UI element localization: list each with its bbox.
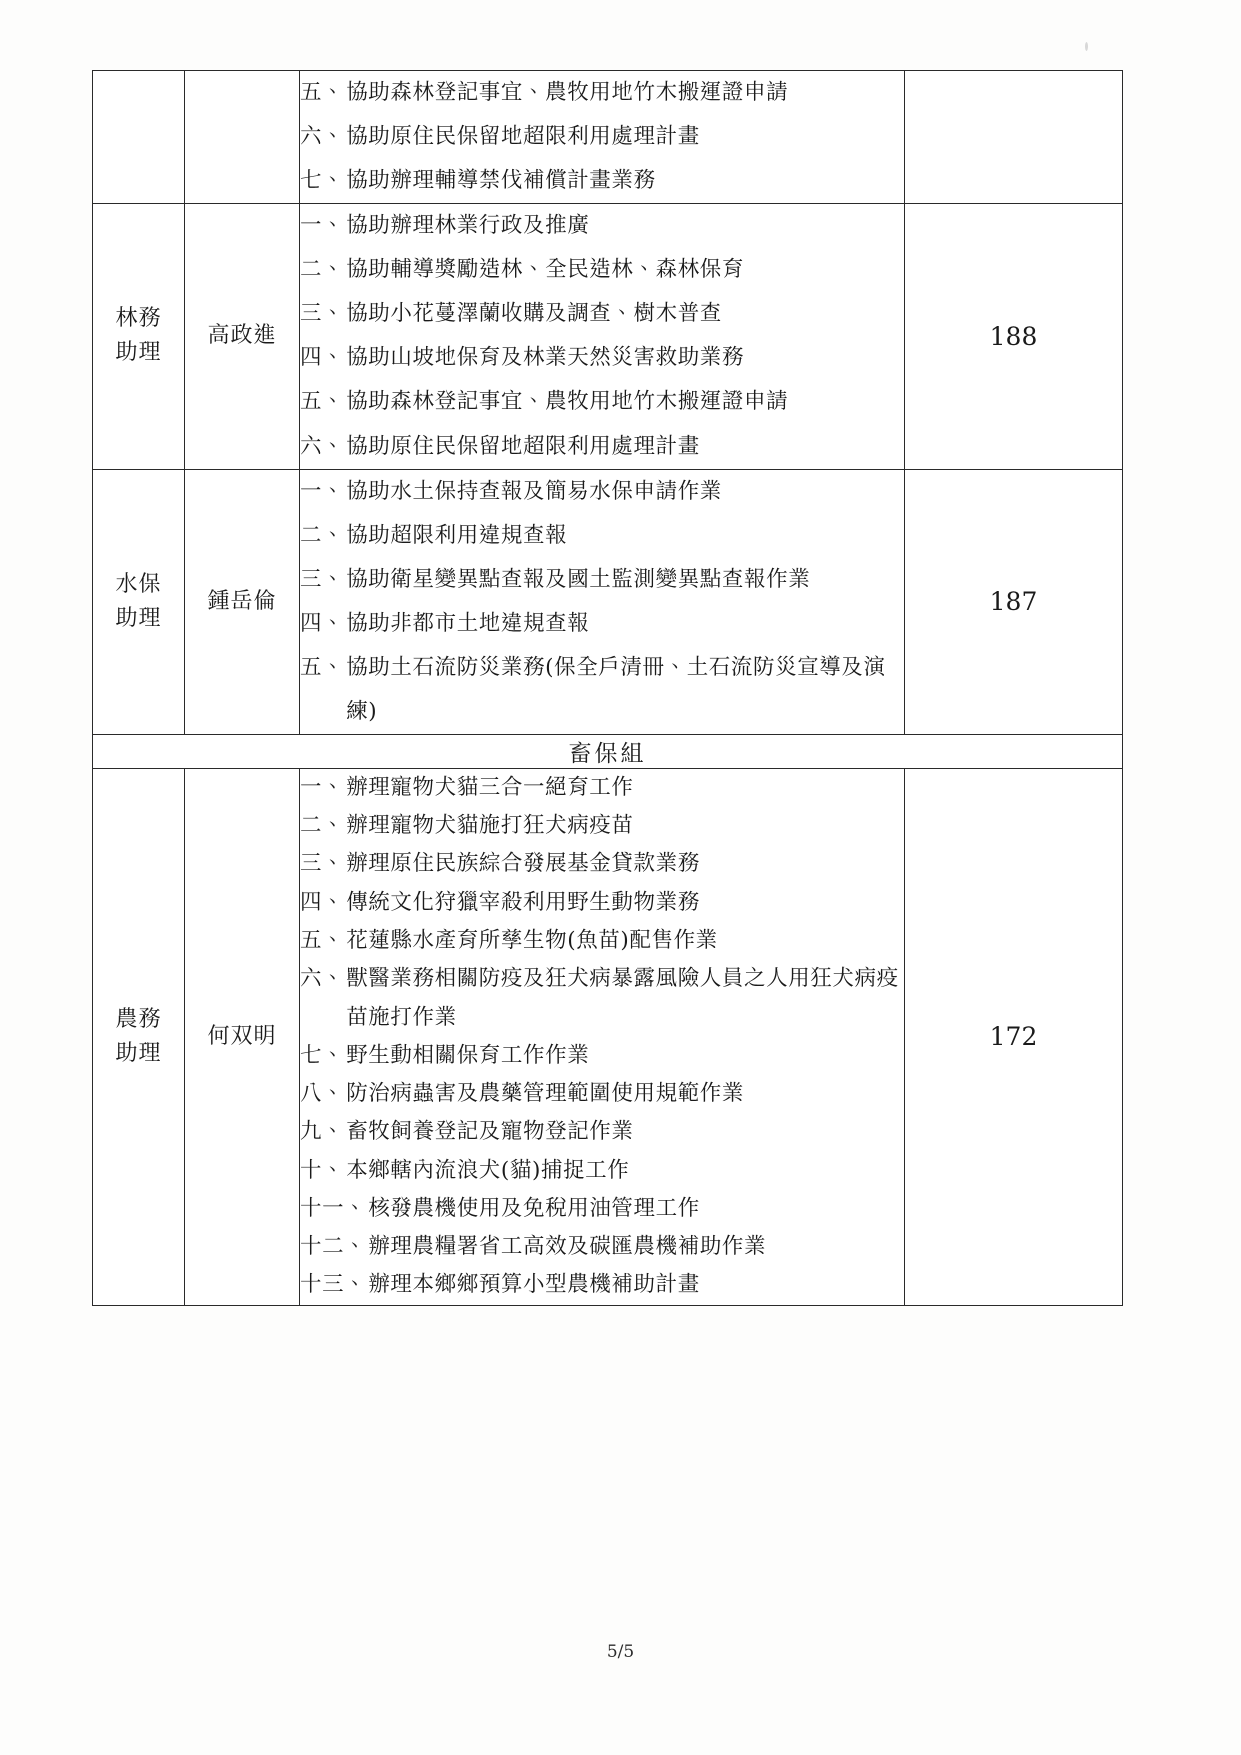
list-text: 協助辦理輔導禁伐補償計畫業務 xyxy=(346,168,656,194)
list-item xyxy=(300,1113,904,1151)
list-text: 野生動相關保育工作作業 xyxy=(346,1042,590,1068)
list-text: 協助土石流防災業務(保全戶清冊、土石流防災宣導及演練) xyxy=(346,654,886,724)
list-marker: 九、 xyxy=(300,1119,345,1145)
role-line-1: 林務 xyxy=(115,306,162,332)
list-marker: 六、 xyxy=(300,433,345,459)
list-text: 辦理農糧署省工高效及碳匯農機補助作業 xyxy=(368,1234,767,1260)
list-item xyxy=(300,204,904,248)
list-text: 傳統文化狩獵宰殺利用野生動物業務 xyxy=(346,889,700,915)
list-marker: 五、 xyxy=(300,928,345,953)
list-marker: 五、 xyxy=(300,80,345,105)
list-item xyxy=(300,807,904,845)
list-item xyxy=(300,602,904,646)
list-text: 協助森林登記事宜、農牧用地竹木搬運證申請 xyxy=(346,389,789,415)
list-marker: 一、 xyxy=(300,774,345,800)
list-text: 協助非都市土地違規查報 xyxy=(346,610,590,636)
list-item xyxy=(300,769,904,807)
list-item xyxy=(300,425,904,469)
list-text: 畜牧飼養登記及寵物登記作業 xyxy=(346,1119,634,1145)
role-cell xyxy=(93,768,185,1305)
role-line-2: 助理 xyxy=(115,340,162,366)
list-item xyxy=(300,71,904,115)
list-text: 協助輔導獎勵造林、全民造林、森林保育 xyxy=(346,257,745,283)
list-marker: 五、 xyxy=(300,654,345,680)
list-marker: 一、 xyxy=(300,213,345,239)
list-item xyxy=(300,380,904,424)
hours-cell xyxy=(905,71,1123,204)
list-text: 協助水土保持查報及簡易水保申請作業 xyxy=(346,478,722,504)
name-cell: 高政進 xyxy=(185,204,300,469)
role-cell xyxy=(93,469,185,734)
list-marker: 三、 xyxy=(300,301,345,327)
tasks-cell xyxy=(300,768,905,1305)
list-item xyxy=(300,1190,904,1228)
list-marker: 七、 xyxy=(300,1042,345,1068)
list-text: 辦理寵物犬貓三合一絕育工作 xyxy=(346,774,634,800)
name-cell: 鍾岳倫 xyxy=(185,469,300,734)
hours-cell: 188 xyxy=(905,204,1123,469)
list-item xyxy=(300,248,904,292)
list-item xyxy=(300,1037,904,1075)
list-item xyxy=(300,292,904,336)
work-duties-table-wrapper xyxy=(92,70,1122,1306)
list-marker: 六、 xyxy=(300,124,345,150)
role-line-1: 水保 xyxy=(115,571,162,597)
list-marker: 三、 xyxy=(300,566,345,592)
hours-cell: 172 xyxy=(905,768,1123,1305)
list-item xyxy=(300,884,904,922)
list-item xyxy=(300,336,904,380)
table-row xyxy=(93,71,1123,204)
list-item xyxy=(300,646,904,734)
list-item xyxy=(300,115,904,159)
list-item xyxy=(300,1266,904,1304)
list-marker: 五、 xyxy=(300,389,345,415)
table-row xyxy=(93,469,1123,734)
hours-cell: 187 xyxy=(905,469,1123,734)
list-text: 本鄉轄內流浪犬(貓)捕捉工作 xyxy=(346,1157,630,1183)
list-item xyxy=(300,470,904,514)
list-marker: 十三、 xyxy=(300,1272,367,1298)
list-text: 協助森林登記事宜、農牧用地竹木搬運證申請 xyxy=(346,80,789,105)
role-line-1: 農務 xyxy=(115,1006,162,1032)
list-item xyxy=(300,558,904,602)
list-marker: 二、 xyxy=(300,522,345,548)
list-text: 協助山坡地保育及林業天然災害救助業務 xyxy=(346,345,745,371)
list-marker: 七、 xyxy=(300,168,345,194)
table-row xyxy=(93,768,1123,1305)
list-marker: 十、 xyxy=(300,1157,345,1183)
scan-artifact xyxy=(1085,42,1088,51)
task-list xyxy=(300,470,904,734)
role-cell xyxy=(93,71,185,204)
section-header-title: 畜保組 xyxy=(93,734,1123,768)
list-text: 協助辦理林業行政及推廣 xyxy=(346,213,590,239)
list-text: 辦理原住民族綜合發展基金貸款業務 xyxy=(346,851,700,877)
list-item xyxy=(300,159,904,203)
list-marker: 二、 xyxy=(300,257,345,283)
list-item xyxy=(300,960,904,1037)
list-marker: 二、 xyxy=(300,813,345,839)
tasks-cell xyxy=(300,71,905,204)
name-cell xyxy=(185,71,300,204)
section-header-row xyxy=(93,734,1123,768)
task-list xyxy=(300,769,904,1305)
list-text: 協助小花蔓澤蘭收購及調查、樹木普查 xyxy=(346,301,722,327)
list-text: 協助衛星變異點查報及國土監測變異點查報作業 xyxy=(346,566,811,592)
list-text: 辦理本鄉鄉預算小型農機補助計畫 xyxy=(368,1272,700,1298)
list-text: 防治病蟲害及農藥管理範圍使用規範作業 xyxy=(346,1081,745,1107)
role-line-2: 助理 xyxy=(115,605,162,631)
list-marker: 十二、 xyxy=(300,1234,367,1260)
tasks-cell xyxy=(300,469,905,734)
list-text: 協助原住民保留地超限利用處理計畫 xyxy=(346,124,700,150)
list-marker: 八、 xyxy=(300,1081,345,1107)
work-duties-table xyxy=(92,70,1123,1306)
list-marker: 四、 xyxy=(300,345,345,371)
list-text: 協助原住民保留地超限利用處理計畫 xyxy=(346,433,700,459)
list-item xyxy=(300,1228,904,1266)
list-text: 花蓮縣水產育所孳生物(魚苗)配售作業 xyxy=(346,928,718,953)
name-cell: 何双明 xyxy=(185,768,300,1305)
list-marker: 一、 xyxy=(300,478,345,504)
page-number: 5/5 xyxy=(606,1642,635,1662)
table-row xyxy=(93,204,1123,469)
list-item xyxy=(300,1152,904,1190)
task-list xyxy=(300,71,904,203)
list-marker: 四、 xyxy=(300,889,345,915)
task-list xyxy=(300,204,904,468)
list-text: 核發農機使用及免稅用油管理工作 xyxy=(368,1195,700,1221)
list-item xyxy=(300,922,904,960)
list-text: 協助超限利用違規查報 xyxy=(346,522,568,548)
role-line-2: 助理 xyxy=(115,1040,162,1066)
list-text: 獸醫業務相關防疫及狂犬病暴露風險人員之人用狂犬病疫苗施打作業 xyxy=(346,966,899,1030)
list-marker: 四、 xyxy=(300,610,345,636)
role-cell xyxy=(93,204,185,469)
list-item xyxy=(300,845,904,883)
list-marker: 三、 xyxy=(300,851,345,877)
list-marker: 六、 xyxy=(300,966,345,992)
list-marker: 十一、 xyxy=(300,1195,367,1221)
list-item xyxy=(300,1075,904,1113)
list-item xyxy=(300,514,904,558)
list-text: 辦理寵物犬貓施打狂犬病疫苗 xyxy=(346,813,634,839)
tasks-cell xyxy=(300,204,905,469)
